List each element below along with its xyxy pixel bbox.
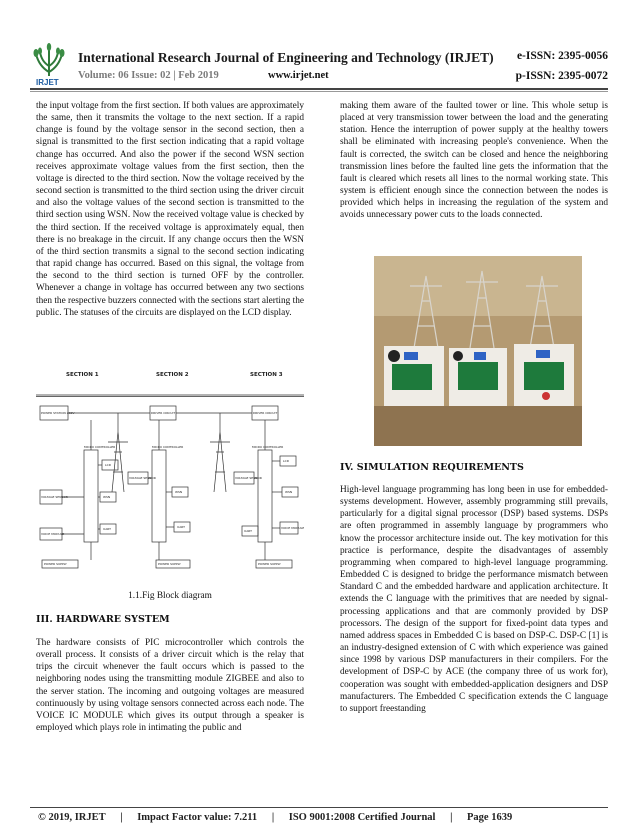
diagram-block-label: WSN xyxy=(103,495,111,499)
footer-separator: | xyxy=(120,812,123,823)
footer-iso: ISO 9001:2008 Certified Journal xyxy=(288,812,436,823)
diagram-block-label: POWER STATION 230V xyxy=(41,411,75,415)
diagram-block-label: WSN xyxy=(285,490,293,494)
journal-title: International Research Journal of Engineering and Technology (IRJET) xyxy=(78,50,494,65)
diagram-block-label: MICRO CONTROLLER xyxy=(152,445,184,449)
footer-separator: | xyxy=(450,812,453,823)
footer-copyright: © 2019, IRJET xyxy=(38,812,106,823)
left-paragraph: the input voltage from the first section. If both values are approximately the same, then it transmits the voltage to the next section. If a rapid change is found by the voltage sensor in the second section, then a signal is transmitted to the first section indicating that a rapid voltage change has occurred. And also the power if the second WSN section receives approximate voltage values from the first section, then the voltage is directed to the third section. Now the voltage received by the second section is transmitted to the third section using the driver circuit and also the voltage values of the second section is transmitted to the third section using WSN. Now the received voltage value is checked by the third section. If the received voltage is approximately equal, then there is no breakage in the circuit. If any change occurs then the WSN of the third section transmits a signal to the second section indicating that rapid change has occurred. Based on this signal, the voltage from the second to the third section is turned OFF by the controller. Whenever a change in voltage has occurred between any two sections then the respective buzzers connected with the sections start alerting the public. The statuses of the circuits are displayed on the LCD display. xyxy=(36,101,304,318)
right-column xyxy=(340,100,608,222)
footer-impact: Impact Factor value: 7.211 xyxy=(137,812,258,823)
diagram-block-label: UART xyxy=(177,525,185,529)
diagram-block-label: VOICE MODULE xyxy=(41,532,65,536)
diagram-section-label: SECTION 2 xyxy=(156,372,189,378)
right-paragraph: making them aware of the faulted tower or line. This whole setup is placed at very transmission tower between the load and the generating station. Hence the interruption of power supply at the healthy towers shall be eliminated with increasing people's convenience. When the fault is corrected, the switch can be closed and hence the neighboring transmission lines before the faulted line gets the information that the fault is cleared which resets all lines to the normal working state. This system is efficient enough since the connection between the nodes is provided which helps in increasing the regulation of the system and avoids unnecessary power cuts to the loads connected. xyxy=(340,101,608,221)
diagram-block-label: POWER SUPPLY xyxy=(44,562,67,566)
diagram-block-label: VOLTAGE SENSOR xyxy=(129,476,156,480)
diagram-block-label: POWER SUPPLY xyxy=(258,562,281,566)
page-footer xyxy=(38,812,608,823)
diagram-block-label: MICRO CONTROLLER xyxy=(252,445,284,449)
diagram-block-label: WSN xyxy=(175,490,183,494)
simulation-heading: IV. SIMULATION REQUIREMENTS xyxy=(340,462,524,473)
diagram-block-label: VOICE MODULE xyxy=(281,526,304,530)
diagram-block-label: UART xyxy=(103,527,111,531)
diagram-block-label: UART xyxy=(244,529,252,533)
header-rule xyxy=(30,88,608,90)
diagram-block-label: VOLTAGE SENSOR xyxy=(235,476,262,480)
hardware-text: The hardware consists of PIC microcontroller which controls the overall process. It consists of a driver circuit which is the relay that trips the circuit whenever the fault occurs which is passed to the neighboring nodes using the transmitting module ZIGBEE and also to the server station. The incoming and outgoing voltages are measured continuously by using voltage sensors connected across each node. The VOICE IC MODULE which gives its output through a speaker is employed which plays role in intimating the public and xyxy=(36,638,304,734)
footer-rule xyxy=(30,807,608,808)
volume-info: Volume: 06 Issue: 02 | Feb 2019 xyxy=(78,70,219,81)
simulation-text: High-level language programming has long been in use for embedded-systems development. However, assembly programming still prevails, particularly for a digital signal processor (DSP) based systems. DSPs are often programmed in assembly language by programmers who know the processor architecture inside out. The key motivation for this practice is performance, despite the disadvantages of assembly programming when compared to high-level language programming. Embedded C is designed to bridge the performance mismatch between Standard C and the embedded hardware and application architecture. It extends the C language with the primitives that are needed by signal-processing applications and that are commonly provided by DSP processors. The design of the support for fixed-point data types and named address spaces in Embedded C is based on DSP-C. DSP-C [1] is an industry-designed extension of C with which experience was gained since 1998 by various DSP manufacturers in their compilers. For the development of DSP-C by ACE (the company three of us work for), cooperation was sought with embedded-application designers and DSP manufacturers. The Embedded C specification extends the C language to support freestanding xyxy=(340,485,608,714)
eissn: e-ISSN: 2395-0056 xyxy=(516,50,608,62)
diagram-section-label: SECTION 3 xyxy=(250,372,283,378)
figure-caption: 1.1.Fig Block diagram xyxy=(128,591,212,601)
diagram-block-label: VOLTAGE SENSOR xyxy=(41,495,68,499)
diagram-section-label: SECTION 1 xyxy=(66,372,99,378)
block-diagram xyxy=(36,372,304,582)
logo-text: IRJET xyxy=(36,78,59,87)
left-column xyxy=(36,100,304,319)
hardware-heading: III. HARDWARE SYSTEM xyxy=(36,614,170,625)
page-header xyxy=(0,0,638,92)
diagram-block-label: POWER SUPPLY xyxy=(158,562,181,566)
diagram-block-label: DRIVER CIRCUIT xyxy=(253,411,278,415)
website-link[interactable]: www.irjet.net xyxy=(268,70,329,81)
diagram-block-label: LCD xyxy=(105,463,112,467)
hardware-photo xyxy=(374,256,582,446)
diagram-block-label: MICRO CONTROLLER xyxy=(84,445,116,449)
diagram-block-label: LCD xyxy=(283,459,290,463)
footer-page: Page 1639 xyxy=(467,812,513,823)
diagram-block-label: DRIVER CIRCUIT xyxy=(151,411,176,415)
footer-separator: | xyxy=(271,812,275,823)
header-rule-thin xyxy=(30,91,608,92)
pissn: p-ISSN: 2395-0072 xyxy=(515,70,608,82)
